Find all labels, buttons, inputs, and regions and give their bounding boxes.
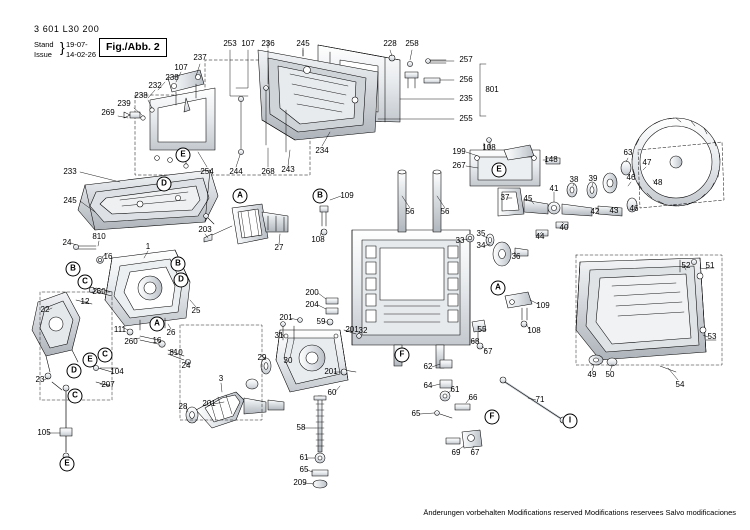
part-number-12: 12 bbox=[80, 297, 90, 306]
part-number-108: 108 bbox=[311, 235, 325, 244]
balloon-e: E bbox=[60, 457, 75, 472]
part-number-64: 64 bbox=[423, 381, 433, 390]
part-number-53: 53 bbox=[707, 332, 717, 341]
part-number-69: 69 bbox=[451, 448, 461, 457]
part-number-254: 254 bbox=[200, 167, 214, 176]
part-number-244: 244 bbox=[229, 167, 243, 176]
part-number-245: 245 bbox=[296, 39, 310, 48]
balloon-a: A bbox=[491, 281, 506, 296]
part-number-260: 260 bbox=[92, 287, 106, 296]
part-number-268: 268 bbox=[261, 167, 275, 176]
part-number-107: 107 bbox=[241, 39, 255, 48]
part-number-65: 65 bbox=[299, 465, 309, 474]
part-number-66: 66 bbox=[468, 393, 478, 402]
part-number-108: 108 bbox=[527, 326, 541, 335]
part-number-107: 107 bbox=[174, 63, 188, 72]
balloon-a: A bbox=[233, 189, 248, 204]
part-number-201: 201 bbox=[324, 367, 338, 376]
part-number-801: 801 bbox=[485, 85, 499, 94]
part-number-65: 65 bbox=[411, 409, 421, 418]
part-number-257: 257 bbox=[459, 55, 473, 64]
part-number-33: 33 bbox=[455, 236, 465, 245]
part-number-46: 46 bbox=[629, 204, 639, 213]
part-number-258: 258 bbox=[405, 39, 419, 48]
part-number-54: 54 bbox=[675, 380, 685, 389]
part-number-29: 29 bbox=[257, 353, 267, 362]
part-number-49: 49 bbox=[587, 370, 597, 379]
part-number-67: 67 bbox=[470, 448, 480, 457]
part-number-56: 56 bbox=[440, 207, 450, 216]
part-number-209: 209 bbox=[293, 478, 307, 487]
part-number-238: 238 bbox=[134, 91, 148, 100]
balloon-b: B bbox=[66, 262, 81, 277]
part-number-71: 71 bbox=[535, 395, 545, 404]
part-number-46: 46 bbox=[626, 173, 636, 182]
part-number-243: 243 bbox=[281, 165, 295, 174]
part-number-267: 267 bbox=[452, 161, 466, 170]
balloon-d: D bbox=[157, 177, 172, 192]
part-number-253: 253 bbox=[223, 39, 237, 48]
part-number-67: 67 bbox=[483, 347, 493, 356]
part-number-30: 30 bbox=[283, 356, 293, 365]
part-number-228: 228 bbox=[383, 39, 397, 48]
balloon-b: B bbox=[313, 189, 328, 204]
part-number-28: 28 bbox=[178, 402, 188, 411]
stand-date: 19-07- bbox=[66, 40, 88, 49]
balloon-c: C bbox=[98, 348, 113, 363]
part-number-239: 239 bbox=[117, 99, 131, 108]
part-number-48: 48 bbox=[653, 178, 663, 187]
part-number-104: 104 bbox=[110, 367, 124, 376]
issue-label: Issue bbox=[34, 50, 52, 59]
balloon-b: B bbox=[171, 257, 186, 272]
part-number-16: 16 bbox=[103, 252, 113, 261]
part-number-111: 111 bbox=[113, 325, 127, 334]
part-number-38: 38 bbox=[569, 175, 579, 184]
part-number-200: 200 bbox=[305, 288, 319, 297]
balloon-c: C bbox=[78, 275, 93, 290]
part-number-810: 810 bbox=[169, 348, 183, 357]
part-number-39: 39 bbox=[588, 174, 598, 183]
part-number-199: 199 bbox=[452, 147, 466, 156]
part-number-204: 204 bbox=[305, 300, 319, 309]
part-number-43: 43 bbox=[609, 206, 619, 215]
part-number-25: 25 bbox=[191, 306, 201, 315]
part-number-109: 109 bbox=[340, 191, 354, 200]
part-number-235: 235 bbox=[459, 94, 473, 103]
part-number-23: 23 bbox=[35, 375, 45, 384]
balloon-i: I bbox=[563, 414, 578, 429]
part-number-810: 810 bbox=[92, 232, 106, 241]
part-number-236: 236 bbox=[261, 39, 275, 48]
part-number-255: 255 bbox=[459, 114, 473, 123]
part-number-35: 35 bbox=[476, 229, 486, 238]
balloon-d: D bbox=[67, 364, 82, 379]
part-number-63: 63 bbox=[623, 148, 633, 157]
balloon-e: E bbox=[492, 163, 507, 178]
balloon-f: F bbox=[485, 410, 500, 425]
part-number-245: 245 bbox=[63, 196, 77, 205]
part-number-148: 148 bbox=[544, 155, 558, 164]
part-number-22: 22 bbox=[40, 305, 50, 314]
part-number-105: 105 bbox=[37, 428, 51, 437]
part-number-1: 1 bbox=[145, 242, 151, 251]
part-number-41: 41 bbox=[549, 184, 559, 193]
part-number-36: 36 bbox=[511, 252, 521, 261]
part-number-3: 3 bbox=[218, 374, 224, 383]
part-number-51: 51 bbox=[705, 261, 715, 270]
part-number-59: 59 bbox=[316, 317, 326, 326]
balloon-c: C bbox=[68, 389, 83, 404]
figure-label: Fig./Abb. 2 bbox=[99, 38, 167, 57]
part-number-234: 234 bbox=[315, 146, 329, 155]
part-number-37: 37 bbox=[500, 193, 510, 202]
balloon-e: E bbox=[176, 148, 191, 163]
part-number-27: 27 bbox=[274, 243, 284, 252]
part-number-201: 201 bbox=[202, 399, 216, 408]
part-number-108: 108 bbox=[482, 143, 496, 152]
part-number-16: 16 bbox=[152, 336, 162, 345]
part-number-58: 58 bbox=[296, 423, 306, 432]
part-number-256: 256 bbox=[459, 75, 473, 84]
balloon-f: F bbox=[395, 348, 410, 363]
part-number-32: 32 bbox=[358, 326, 368, 335]
part-number-203: 203 bbox=[198, 225, 212, 234]
balloon-a: A bbox=[150, 317, 165, 332]
part-number-47: 47 bbox=[642, 158, 652, 167]
part-number-61: 61 bbox=[299, 453, 309, 462]
balloon-e: E bbox=[83, 353, 98, 368]
part-number-44: 44 bbox=[535, 232, 545, 241]
part-number-232: 232 bbox=[148, 81, 162, 90]
part-number-40: 40 bbox=[559, 223, 569, 232]
part-number-24: 24 bbox=[62, 238, 72, 247]
part-number-55: 55 bbox=[477, 325, 487, 334]
part-number-45: 45 bbox=[523, 194, 533, 203]
balloon-d: D bbox=[174, 273, 189, 288]
part-number-31: 31 bbox=[274, 331, 284, 340]
part-number-201: 201 bbox=[345, 325, 359, 334]
part-number-201: 201 bbox=[279, 313, 293, 322]
part-number-269: 269 bbox=[101, 108, 115, 117]
part-number-60: 60 bbox=[327, 388, 337, 397]
part-number-237: 237 bbox=[193, 53, 207, 62]
stand-label: Stand bbox=[34, 40, 54, 49]
part-number-24: 24 bbox=[181, 361, 191, 370]
part-number-61: 61 bbox=[450, 385, 460, 394]
part-number-header: 3 601 L30 200 bbox=[34, 24, 100, 34]
part-number-50: 50 bbox=[605, 370, 615, 379]
brace-glyph: } bbox=[60, 39, 65, 55]
part-number-52: 52 bbox=[681, 261, 691, 270]
part-number-260: 260 bbox=[124, 337, 138, 346]
part-number-109: 109 bbox=[536, 301, 550, 310]
part-number-26: 26 bbox=[166, 328, 176, 337]
part-number-62: 62 bbox=[423, 362, 433, 371]
part-number-56: 56 bbox=[405, 207, 415, 216]
part-number-207: 207 bbox=[101, 380, 115, 389]
part-number-233: 233 bbox=[63, 167, 77, 176]
part-number-42: 42 bbox=[590, 207, 600, 216]
issue-date: 14-02-26 bbox=[66, 50, 97, 59]
legal-footer: Änderungen vorbehalten Modifications reserved Modifications reservees Salvo modificaciones bbox=[423, 507, 736, 517]
part-number-34: 34 bbox=[476, 241, 486, 250]
part-number-238: 238 bbox=[165, 73, 179, 82]
part-number-68: 68 bbox=[470, 337, 480, 346]
